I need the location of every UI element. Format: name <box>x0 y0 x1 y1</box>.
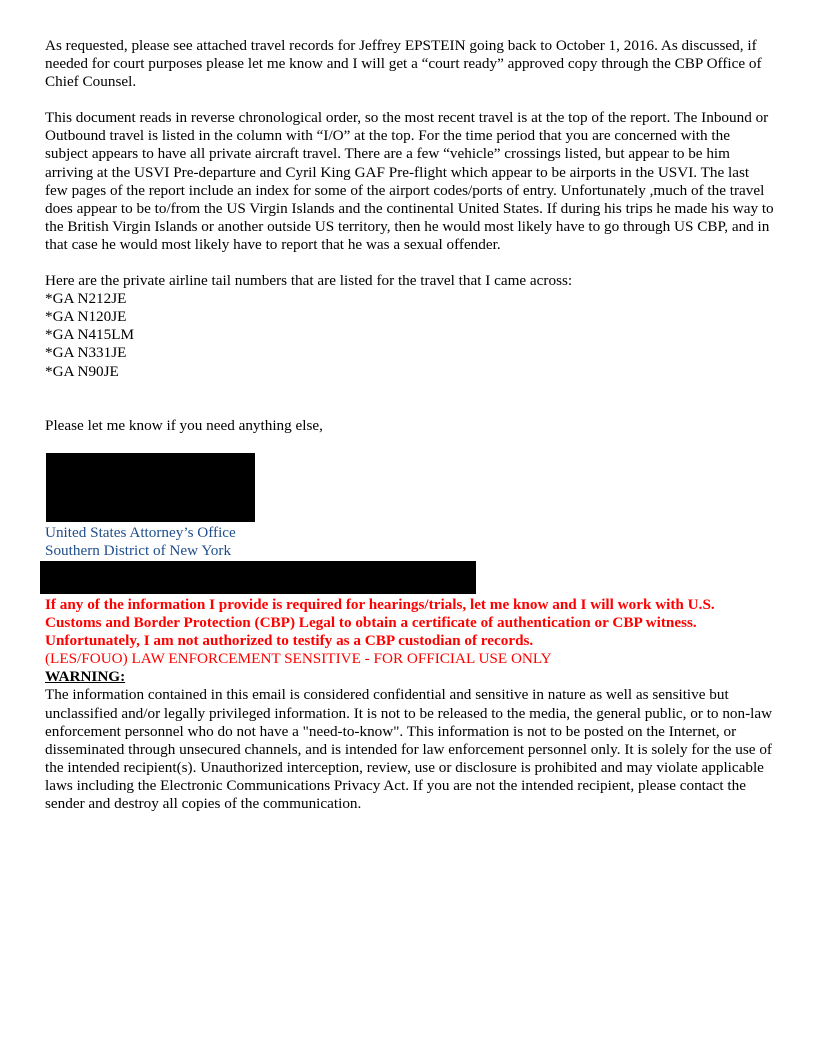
warning-text: The information contained in this email is considered confidential and sensitive in nature as well as sensitive but unclassified and/or legally privileged information. It is not to be released to the media, the general public, or to non-law enforcement personnel who do not have a "need-to-know". This information is not to be posted on the Internet, or disseminated through unsecured channels, and is intended for law enforcement personnel only. It is solely for the use of the intended recipient(s). Unauthorized interception, review, use or disclosure is prohibited and may violate applicable laws including the Electronic Communications Privacy Act. If you are not the intended recipient, please contact the sender and destroy all copies of the communication. <box>45 686 773 813</box>
closing-line: Please let me know if you need anything else, <box>45 416 323 434</box>
email-body <box>45 37 775 435</box>
signature-organization <box>45 524 236 560</box>
sensitivity-marking: (LES/FOUO) LAW ENFORCEMENT SENSITIVE - FOR OFFICIAL USE ONLY <box>45 650 552 668</box>
tail-number-item: *GA N415LM <box>45 326 135 344</box>
tail-number-list <box>45 290 775 380</box>
tail-number-item: *GA N120JE <box>45 308 127 326</box>
spacer <box>45 91 775 109</box>
org-line-office: United States Attorney’s Office <box>45 524 236 541</box>
tail-number-item: *GA N331JE <box>45 344 127 362</box>
redaction-block-contact <box>40 561 476 594</box>
email-footer <box>45 596 775 813</box>
tail-number-item: *GA N212JE <box>45 290 127 308</box>
paragraph-tail-intro: Here are the private airline tail numbers that are listed for the travel that I came across: <box>45 272 573 290</box>
redaction-block-signature <box>46 453 255 522</box>
spacer <box>45 254 775 272</box>
tail-number-item: *GA N90JE <box>45 362 119 380</box>
warning-heading: WARNING: <box>45 668 126 686</box>
org-line-district: Southern District of New York <box>45 542 232 560</box>
paragraph-report-explanation: This document reads in reverse chronological order, so the most recent travel is at the top of the report. The Inbound or Outbound travel is listed in the column with “I/O” at the top. For the time period that you are concerned with the subject appears to have all private aircraft travel. There are a few “vehicle” crossings listed, but appear to be him arriving at the USVI Pre-departure and Cyril King GAF Pre-flight which appear to be airports in the USVI. The last few pages of the report include an index for some of the airport codes/ports of entry. Unfortunately ,much of the travel does appear to be to/from the US Virgin Islands and the continental United States. If during his trips he made his way to the British Virgin Islands or another outside US territory, then he would most likely have to go through US CBP, and in that case he would most likely have to report that he was a sexual offender. <box>45 109 774 253</box>
spacer <box>45 381 775 417</box>
paragraph-travel-records: As requested, please see attached travel records for Jeffrey EPSTEIN going back to October 1, 2016. As discussed, if needed for court purposes please let me know and I will get a “court ready” approved copy through the CBP Office of Chief Counsel. <box>45 37 762 91</box>
testimony-notice: If any of the information I provide is required for hearings/trials, let me know and I will work with U.S. Customs and Border Protection (CBP) Legal to obtain a certificate of authentication or CBP witness. Unfortunately, I am not authorized to testify as a CBP custodian of records. <box>45 596 715 650</box>
